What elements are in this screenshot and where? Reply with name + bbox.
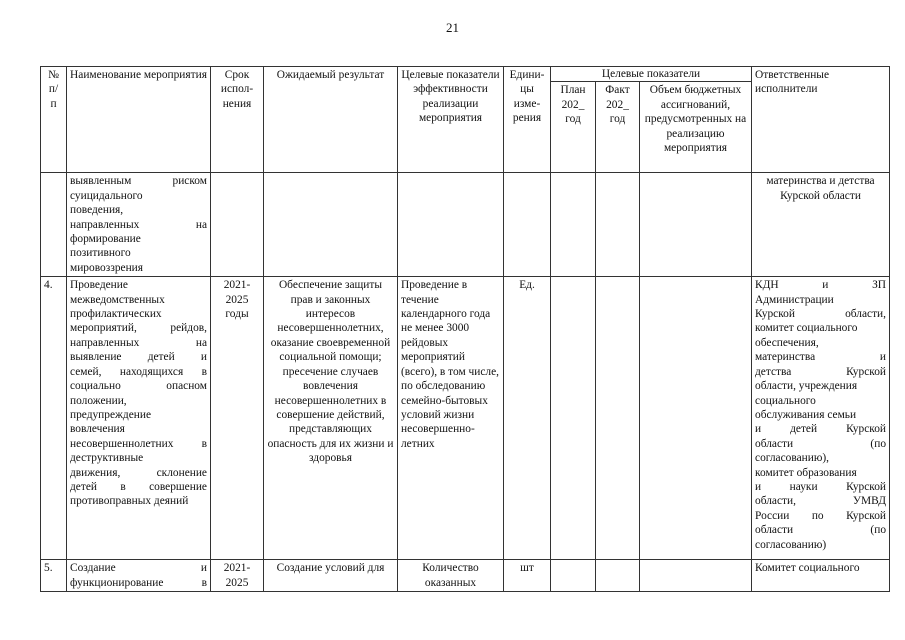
responsible-line: социального — [755, 394, 816, 407]
name-line: направленных на — [70, 336, 207, 349]
header-plan: План 202_ год — [551, 82, 596, 173]
name-line: функционирование в — [70, 576, 207, 589]
row-num — [41, 173, 67, 277]
header-units: Едини-цы изме-рения — [504, 67, 551, 173]
name-line: мировоззрения — [70, 261, 144, 274]
header-expected: Ожидаемый результат — [264, 67, 398, 173]
responsible-line: области (по — [755, 524, 887, 537]
name-line: суицидального — [70, 189, 143, 202]
row-budget — [640, 560, 752, 592]
row-fact — [596, 277, 640, 560]
responsible-line: обслуживания семьи — [755, 408, 857, 421]
responsible-line: согласованию), — [755, 452, 829, 465]
header-name: Наименование мероприятия — [67, 67, 211, 173]
responsible-line: обеспечения, — [755, 336, 819, 349]
responsible-line: детства Курской — [755, 365, 887, 378]
header-term: Срок испол-нения — [211, 67, 264, 173]
header-fact: Факт 202_ год — [596, 82, 640, 173]
name-line: Проведение — [70, 279, 128, 292]
activities-table — [40, 66, 890, 592]
row-name — [67, 277, 211, 560]
name-line: выявление детей и — [70, 351, 207, 364]
row-plan — [551, 173, 596, 277]
row-num: 5. — [41, 560, 67, 592]
name-line: противоправных деяний — [70, 495, 189, 508]
name-line: вовлечения — [70, 423, 125, 436]
responsible-line: материнства и — [755, 351, 887, 364]
row-term: 2021- 2025 годы — [211, 277, 264, 560]
row-unit: Ед. — [504, 277, 551, 560]
row-indicator: Количество оказанных — [398, 560, 504, 592]
name-line: мероприятий, рейдов, — [70, 322, 207, 335]
row-responsible — [752, 277, 890, 560]
responsible-line: области, учреждения — [755, 380, 858, 393]
row-plan — [551, 277, 596, 560]
row-name — [67, 560, 211, 592]
row-responsible: Комитет социального — [752, 560, 890, 592]
responsible-line: области (по — [755, 437, 887, 450]
responsible-line: Администрации — [755, 293, 834, 306]
table-row — [41, 173, 890, 277]
responsible-line: и детей Курской — [755, 423, 887, 436]
page-number: 21 — [446, 20, 459, 35]
row-term — [211, 173, 264, 277]
row-num: 4. — [41, 277, 67, 560]
header-indicators: Целевые показатели эффективности реализации мероприятия — [398, 67, 504, 173]
name-line: профилактических — [70, 308, 162, 321]
name-line: формирование — [70, 233, 141, 246]
name-line: направленных на — [70, 218, 207, 231]
responsible-line: согласованию) — [755, 538, 827, 551]
row-expected: Обеспечение защиты прав и законных интересов несовершеннолетних, оказание своевременной социальной помощи; пресечение случаев вовлечения несовершеннолетних в совершение действий, представляющих опасность для их жизни и здоровья — [264, 277, 398, 560]
row-responsible: материнства и детства Курской области — [752, 173, 890, 277]
row-indicator — [398, 173, 504, 277]
name-line: межведомственных — [70, 293, 165, 306]
responsible-line: комитет образования — [755, 466, 857, 479]
name-line: социально опасном — [70, 380, 207, 393]
header-target-group: Целевые показатели — [551, 67, 752, 82]
name-line: детей в совершение — [70, 480, 207, 493]
row-unit: шт — [504, 560, 551, 592]
row-indicator: Проведение в течение календарного года не менее 3000 рейдовых мероприятий (всего), в том числе, по обследованию семейно-бытовых условий жизни несовершенно-летних — [398, 277, 504, 560]
row-budget — [640, 173, 752, 277]
name-line: выявленным риском — [70, 175, 207, 188]
table-row — [41, 560, 890, 592]
responsible-line: и науки Курской — [755, 480, 887, 493]
row-name — [67, 173, 211, 277]
name-line: предупреждение — [70, 408, 152, 421]
name-line: поведения, — [70, 204, 124, 217]
table-row — [41, 277, 890, 560]
responsible-line: комитет социального — [755, 322, 858, 335]
responsible-line: области, УМВД — [755, 495, 887, 508]
name-line: положении, — [70, 394, 127, 407]
row-expected — [264, 173, 398, 277]
row-term: 2021- 2025 — [211, 560, 264, 592]
name-line: несовершеннолетних в — [70, 437, 207, 450]
name-line: семей, находящихся в — [70, 365, 207, 378]
header-responsible: Ответственные исполнители — [752, 67, 890, 173]
header-budget: Объем бюджетных ассигнований, предусмотренных на реализацию мероприятия — [640, 82, 752, 173]
row-plan — [551, 560, 596, 592]
name-line: деструктивные — [70, 452, 144, 465]
name-line: Создание и — [70, 562, 207, 575]
row-unit — [504, 173, 551, 277]
row-fact — [596, 560, 640, 592]
responsible-line: Курской области, — [755, 308, 887, 321]
responsible-line: России по Курской — [755, 509, 887, 522]
name-line: движения, склонение — [70, 466, 207, 479]
row-fact — [596, 173, 640, 277]
row-budget — [640, 277, 752, 560]
header-row-1 — [41, 67, 890, 82]
header-num: № п/ п — [41, 67, 67, 173]
row-expected: Создание условий для — [264, 560, 398, 592]
name-line: позитивного — [70, 247, 131, 260]
responsible-line: КДН и ЗП — [755, 279, 887, 292]
